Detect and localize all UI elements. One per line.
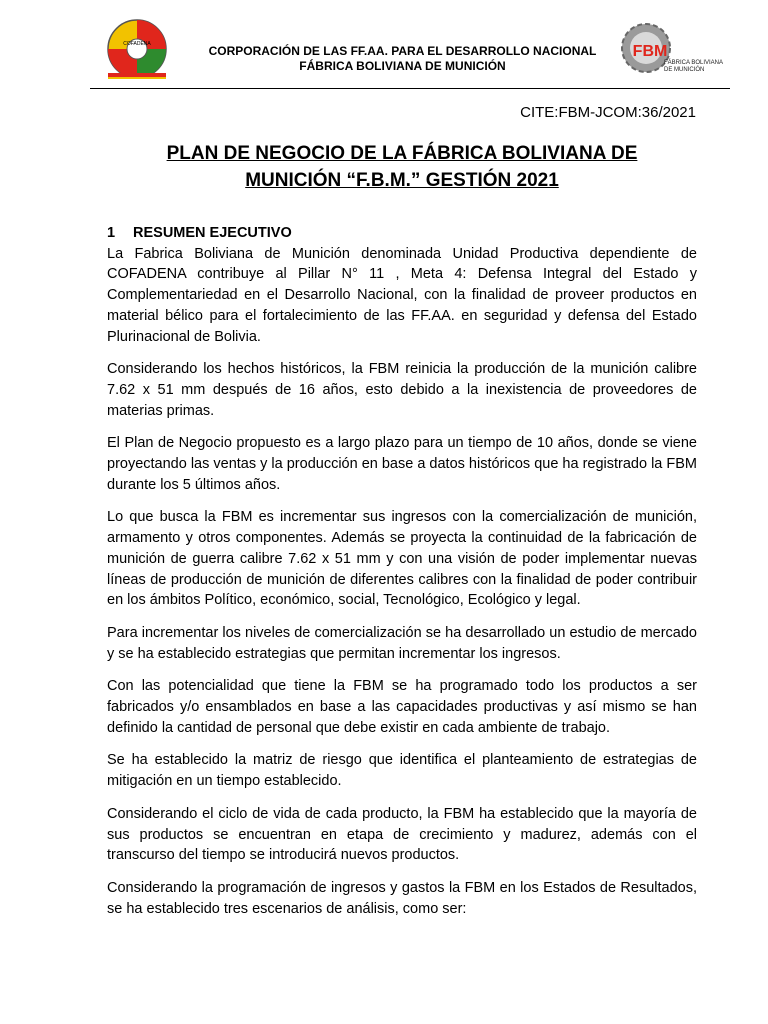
svg-text:FBM: FBM xyxy=(632,43,668,60)
svg-text:FÁBRICA BOLIVIANA: FÁBRICA BOLIVIANA xyxy=(664,60,724,66)
title-line-2: MUNICIÓN “F.B.M.” GESTIÓN 2021 xyxy=(245,170,559,191)
cofadena-logo xyxy=(106,18,168,80)
paragraph: Con las potencialidad que tiene la FBM se ha programado todo los productos a ser fabricados y/o ensamblados en base a las capacidades productivas y así mismo se han definido la cantidad de personal que debe existir en cada ambiente de trabajo. xyxy=(107,678,697,736)
paragraph: Lo que busca la FBM es incrementar sus ingresos con la comercialización de munición, armamento y otros componentes. Además se proyecta la continuidad de la fabricación de munición de guerra calibre 7.62 x 51 mm y con una visión de poder implementar nuevas líneas de producción de munición de diferentes calibres con la finalidad de poder contribuir en los ámbitos Político, económico, social, Tecnológico, Ecológico y legal. xyxy=(107,509,697,609)
section-number: 1 xyxy=(107,225,116,241)
paragraph: Se ha establecido la matriz de riesgo que identifica el planteamiento de estrategias de mitigación en un tiempo establecido. xyxy=(107,752,697,790)
paragraph: Para incrementar los niveles de comercialización se ha desarrollado un estudio de mercado y se ha establecido estrategias que permitan incrementar los ingresos. xyxy=(107,624,697,662)
cite-reference: CITE:FBM-JCOM:36/2021 xyxy=(520,104,696,121)
section-title: RESUMEN EJECUTIVO xyxy=(133,225,292,241)
paragraph: Considerando la programación de ingresos y gastos la FBM en los Estados de Resultados, se ha establecido tres escenarios de análisis, como ser: xyxy=(107,879,697,917)
header-line-2: FÁBRICA BOLIVIANA DE MUNICIÓN xyxy=(299,59,506,73)
title-line-1: PLAN DE NEGOCIO DE LA FÁBRICA BOLIVIANA DE xyxy=(166,143,638,164)
svg-text:DE MUNICIÓN: DE MUNICIÓN xyxy=(664,67,705,73)
paragraph: Considerando los hechos históricos, la FBM reinicia la producción de la munición calibre 7.62 x 51 mm después de 16 años, esto debido a la inexistencia de proveedores de materias primas. xyxy=(107,361,697,419)
svg-text:COFADENA: COFADENA xyxy=(123,41,151,47)
header-line-1: CORPORACIÓN DE LAS FF.AA. PARA EL DESARROLLO NACIONAL xyxy=(208,44,597,58)
header-title xyxy=(185,44,620,74)
section-heading xyxy=(107,223,697,244)
document-title xyxy=(107,140,697,194)
paragraph: La Fabrica Boliviana de Munición denominada Unidad Productiva dependiente de COFADENA contribuye al Pillar N° 11 , Meta 4: Defensa Integral del Estado y Complementariedad en el Desarrollo Nacional, con la finalidad de proveer productos en material bélico para el fortalecimiento de las FF.AA. en seguridad y defensa del Estado Plurinacional de Bolivia. xyxy=(107,245,697,345)
document-body xyxy=(107,223,697,931)
document-header xyxy=(90,14,730,89)
paragraph: El Plan de Negocio propuesto es a largo plazo para un tiempo de 10 años, donde se viene proyectando las ventas y la producción en base a datos históricos que ha registrado la FBM durante los 5 últimos años. xyxy=(107,435,698,493)
paragraph: Considerando el ciclo de vida de cada producto, la FBM ha establecido que la mayoría de sus productos se encuentran en etapa de crecimiento y madurez, además con el transcurso del tiempo se introducirá nuevos productos. xyxy=(107,805,697,864)
fbm-logo xyxy=(620,16,730,80)
